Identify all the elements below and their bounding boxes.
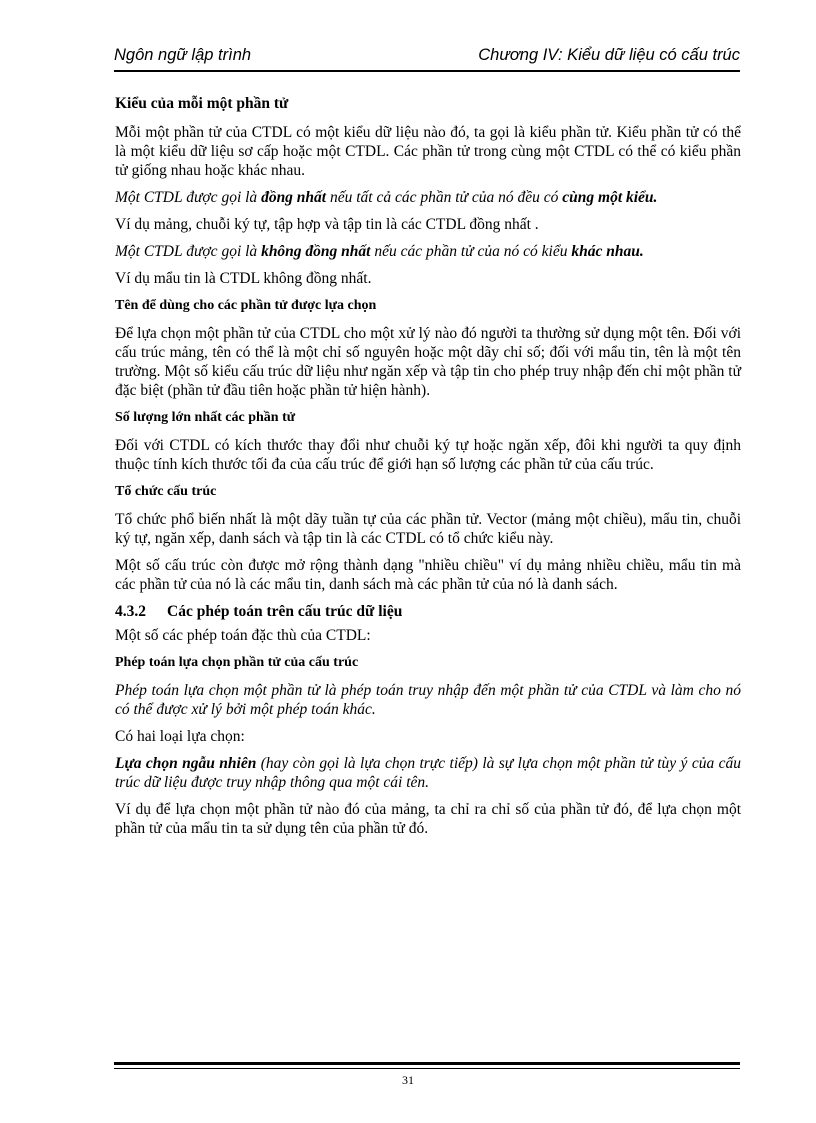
section-heading-operations bbox=[115, 602, 741, 621]
paragraph-selection-definition: Phép toán lựa chọn một phần tử là phép toán truy nhập đến một phần tử của CTDL và làm cho nó có thể được xử lý bởi một phép toán khác. bbox=[115, 682, 741, 718]
paragraph-operations-intro: Một số các phép toán đặc thù của CTDL: bbox=[115, 627, 371, 644]
paragraph-homogeneous-definition bbox=[115, 188, 741, 207]
paragraph-homogeneous-example: Ví dụ mảng, chuỗi ký tự, tập hợp và tập tin là các CTDL đồng nhất . bbox=[115, 216, 539, 233]
text-span: nếu các phần tử của nó có kiểu bbox=[370, 243, 572, 260]
footer-rule-thin bbox=[114, 1068, 740, 1069]
heading-structure-organization: Tổ chức cấu trúc bbox=[115, 484, 217, 499]
heading-element-names: Tên để dùng cho các phần tử được lựa chọn bbox=[115, 298, 377, 313]
paragraph-heterogeneous-example: Ví dụ mẩu tin là CTDL không đồng nhất. bbox=[115, 270, 372, 287]
text-span: Một CTDL được gọi là bbox=[115, 189, 262, 206]
section-number: 4.3.2 bbox=[115, 603, 146, 620]
heading-element-type: Kiểu của mỗi một phần tử bbox=[115, 95, 289, 112]
text-span: nếu tất cả các phần tử của nó đều có bbox=[326, 189, 563, 206]
text-span: Một CTDL được gọi là bbox=[115, 243, 262, 260]
paragraph-structure-organization: Tổ chức phổ biến nhất là một dãy tuần tự của các phần tử. Vector (mảng một chiều), mẩu tin, chuỗi ký tự, ngăn xếp, danh sách và tập tin là các CTDL có tổ chức kiểu này. bbox=[115, 511, 741, 547]
header-chapter-title: Chương IV: Kiểu dữ liệu có cấu trúc bbox=[478, 46, 740, 64]
paragraph-random-selection bbox=[115, 754, 741, 792]
section-title: Các phép toán trên cấu trúc dữ liệu bbox=[167, 603, 403, 620]
text-span: (hay còn gọi là lựa chọn trực tiếp) là sự lựa chọn một phần tử tùy ý của cấu trúc dữ liệu được truy nhập thông qua một cái tên. bbox=[115, 755, 741, 791]
heading-selection-operation: Phép toán lựa chọn phần tử của cấu trúc bbox=[115, 655, 359, 670]
term-different: khác nhau. bbox=[571, 243, 644, 260]
footer-rule-thick bbox=[114, 1062, 740, 1065]
term-random-selection: Lựa chọn ngẫu nhiên bbox=[115, 755, 257, 772]
paragraph-element-names: Để lựa chọn một phần tử của CTDL cho một xử lý nào đó người ta thường sử dụng một tên. Đối với cấu trúc mảng, tên có thể là một chỉ số nguyên hoặc một dãy chỉ số; đối với mẩu tin, tên là một tên trường. Một số kiểu cấu trúc dữ liệu như ngăn xếp và tập tin cho phép truy nhập đến chỉ một phần tử đặc biệt (phần tử đầu tiên hoặc phần tử hiện hành). bbox=[115, 325, 741, 399]
paragraph-multidimensional: Một số cấu trúc còn được mở rộng thành dạng "nhiều chiều" ví dụ mảng nhiều chiều, mẩu tin mà các phần tử của nó là các mẩu tin, danh sách mà các phần tử của nó là danh sách. bbox=[115, 557, 741, 593]
page-number: 31 bbox=[402, 1073, 414, 1087]
header-book-title: Ngôn ngữ lập trình bbox=[114, 46, 252, 64]
term-same-type: cùng một kiểu. bbox=[562, 189, 658, 206]
heading-max-elements: Số lượng lớn nhất các phần tử bbox=[115, 410, 296, 425]
term-heterogeneous: không đồng nhất bbox=[261, 243, 371, 260]
paragraph-element-type: Mỗi một phần tử của CTDL có một kiểu dữ liệu nào đó, ta gọi là kiểu phần tử. Kiểu phần tử có thể là một kiểu dữ liệu sơ cấp hoặc một CTDL. Các phần tử trong cùng một CTDL có thể có kiểu phần tử giống nhau hoặc khác nhau. bbox=[115, 124, 741, 179]
paragraph-max-elements: Đối với CTDL có kích thước thay đổi như chuỗi ký tự hoặc ngăn xếp, đôi khi người ta quy định thuộc tính kích thước tối đa của cấu trúc để giới hạn số lượng các phần tử của cấu trúc. bbox=[115, 437, 741, 473]
paragraph-heterogeneous-definition bbox=[115, 242, 741, 261]
page-content bbox=[115, 90, 741, 846]
paragraph-selection-kinds: Có hai loại lựa chọn: bbox=[115, 728, 245, 745]
term-homogeneous: đồng nhất bbox=[261, 189, 327, 206]
paragraph-selection-example: Ví dụ để lựa chọn một phần tử nào đó của mảng, ta chỉ ra chỉ số của phần tử đó, để lựa chọn một phần tử của mẩu tin ta sử dụng tên của phần tử đó. bbox=[115, 801, 741, 837]
page-header bbox=[114, 42, 740, 72]
